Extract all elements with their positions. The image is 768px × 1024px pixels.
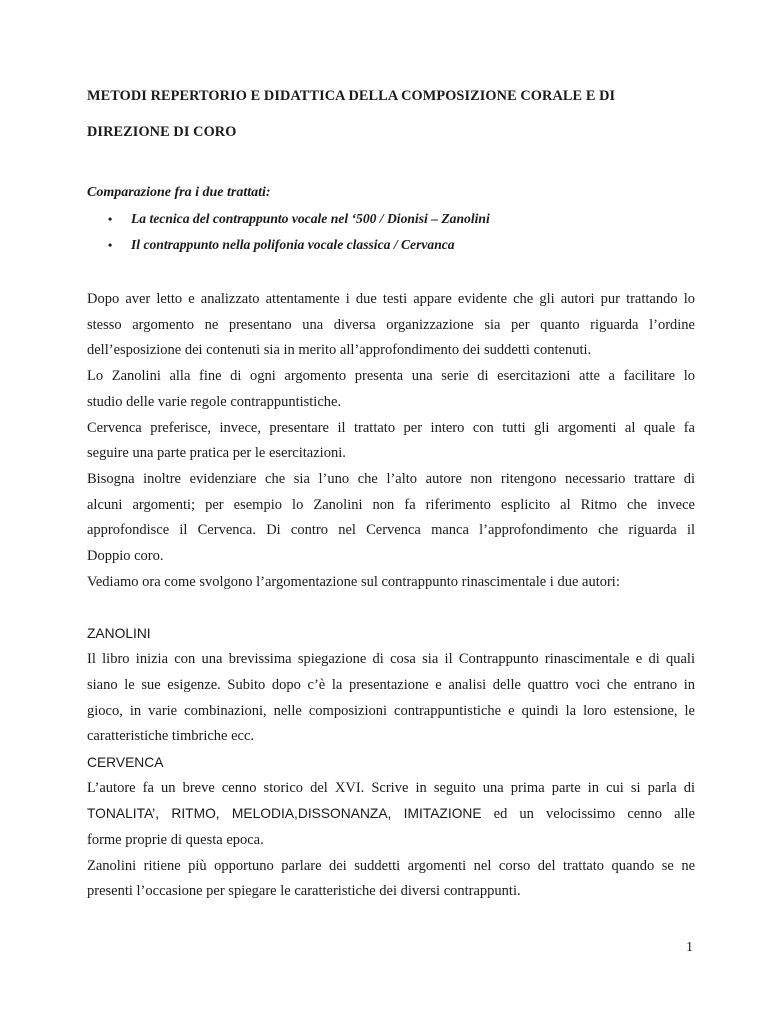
comparison-item-text: La tecnica del contrappunto vocale nel ‘500 / Dionisi – Zanolini — [131, 211, 490, 226]
document-title-line-1: METODI REPERTORIO E DIDATTICA DELLA COMPOSIZIONE CORALE E DI — [87, 88, 616, 104]
paragraph-zanolini-summary — [87, 364, 695, 415]
text-line: presenti l’occasione per spiegare le caratteristiche dei diversi contrappunti. — [87, 883, 521, 900]
paragraph-intro — [87, 287, 695, 364]
text-line: Doppio coro. — [87, 548, 164, 565]
section-heading-zanolini: ZANOLINI — [87, 626, 151, 642]
text-line: alcuni argomenti; per esempio lo Zanolini non fa riferimento esplicito al Ritmo che invece — [87, 496, 695, 513]
text-line: siano le sue esigenze. Subito dopo c’è la presentazione e analisi delle quattro voci che entrano in — [87, 676, 695, 693]
text-line: forme proprie di questa epoca. — [87, 832, 264, 849]
page-number: 1 — [686, 940, 693, 955]
text-line: Lo Zanolini alla fine di ogni argomento presenta una serie di esercitazioni atte a facilitare lo — [87, 368, 695, 385]
text-line: L’autore fa un breve cenno storico del XVI. Scrive in seguito una prima parte in cui si parla di — [87, 779, 695, 796]
text-line: Bisogna inoltre evidenziare che sia l’uno che l’alto autore non ritengono necessario trattare di — [87, 470, 695, 487]
text-line: Cervenca preferisce, invece, presentare il trattato per intero con tutti gli argomenti al quale fa — [87, 419, 695, 436]
text-line: Dopo aver letto e analizzato attentamente i due testi appare evidente che gli autori pur trattando lo — [87, 291, 695, 307]
comparison-item — [87, 236, 695, 262]
paragraph-transition: Vediamo ora come svolgono l’argomentazione sul contrappunto rinascimentale i due autori: — [87, 573, 620, 590]
bullet-icon: • — [108, 212, 113, 226]
document-page — [87, 0, 695, 1024]
bullet-icon: • — [108, 238, 113, 252]
comparison-heading: Comparazione fra i due trattati: — [87, 185, 271, 200]
comparison-item-text: Il contrappunto nella polifonia vocale classica / Cervanca — [131, 237, 455, 252]
section-heading-cervenca: CERVENCA — [87, 754, 164, 770]
paragraph-differences — [87, 467, 695, 570]
paragraph-cervenca-summary — [87, 416, 695, 467]
text-line: gioco, in varie combinazioni, nelle composizioni contrappuntistiche e quindi la loro estensione, le — [87, 702, 695, 719]
text-line: stesso argomento ne presentano una diversa organizzazione sia per quanto riguarda l’ordine — [87, 316, 695, 333]
text-line: Zanolini ritiene più opportuno parlare dei suddetti argomenti nel corso del trattato quando se ne — [87, 857, 695, 874]
comparison-item — [87, 210, 695, 236]
text-line: Il libro inizia con una brevissima spiegazione di cosa sia il Contrappunto rinascimentale e di quali — [87, 651, 695, 668]
topics-caps: TONALITA’, RITMO, MELODIA,DISSONANZA, IMITAZIONE — [87, 806, 482, 822]
document-body — [87, 287, 695, 905]
text-line: caratteristiche timbriche ecc. — [87, 728, 255, 745]
paragraph-zanolini — [87, 647, 695, 750]
topics-rest: ed un velocissimo cenno alle — [481, 806, 695, 823]
text-line: dell’esposizione dei contenuti sia in merito all’approfondimento dei suddetti contenuti. — [87, 342, 592, 359]
text-line: approfondisce il Cervenca. Di contro nel Cervenca manca l’approfondimento che riguarda il — [87, 522, 695, 539]
text-line — [87, 801, 695, 828]
comparison-list — [87, 210, 695, 262]
document-title-line-2: DIREZIONE DI CORO — [87, 124, 237, 140]
paragraph-cervenca — [87, 776, 695, 854]
paragraph-zanolini-opinion — [87, 854, 695, 905]
text-line: studio delle varie regole contrappuntistiche. — [87, 393, 342, 410]
text-line: seguire una parte pratica per le esercitazioni. — [87, 445, 346, 462]
